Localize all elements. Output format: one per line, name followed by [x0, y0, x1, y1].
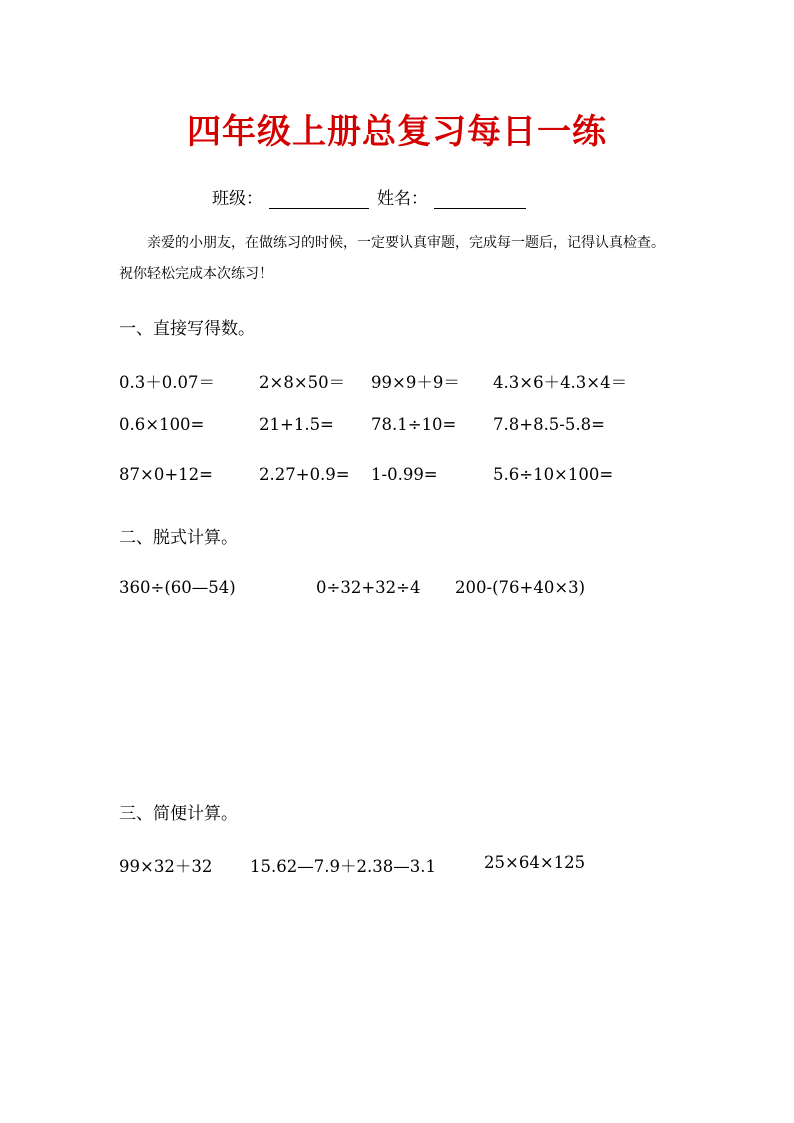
problem-item: 0.6×100=	[119, 415, 205, 434]
section-1-heading: 一、直接写得数。	[119, 319, 255, 339]
intro-line-1: 亲爱的小朋友，在做练习的时候，一定要认真审题，完成每一题后，记得认真检查。	[147, 235, 665, 251]
problem-item: 87×0+12=	[119, 465, 213, 484]
problem-item: 1-0.99=	[371, 465, 438, 484]
problem-item: 2×8×50＝	[259, 373, 346, 392]
problem-item: 0÷32+32÷4	[316, 578, 421, 597]
problem-item: 5.6÷10×100=	[493, 465, 614, 484]
intro-line-2: 祝你轻松完成本次练习！	[119, 266, 273, 282]
section-2-heading: 二、脱式计算。	[119, 528, 238, 548]
name-label: 姓名：	[377, 189, 428, 209]
name-blank	[434, 190, 526, 209]
problem-item: 21+1.5=	[259, 415, 334, 434]
problem-item: 2.27+0.9=	[259, 465, 350, 484]
problem-item: 200-(76+40×3)	[455, 578, 586, 597]
class-blank	[269, 190, 369, 209]
problem-item: 360÷(60—54)	[119, 578, 236, 597]
problem-item: 25×64×125	[484, 853, 586, 872]
problem-item: 7.8+8.5-5.8=	[493, 415, 605, 434]
student-info	[212, 184, 534, 209]
problem-item: 0.3＋0.07＝	[119, 373, 215, 392]
problem-item: 15.62—7.9＋2.38—3.1	[250, 857, 436, 876]
problem-item: 99×9＋9＝	[371, 373, 460, 392]
problem-item: 99×32＋32	[119, 857, 213, 876]
section-3-heading: 三、简便计算。	[119, 804, 238, 824]
problem-item: 4.3×6＋4.3×4＝	[493, 373, 628, 392]
page-title: 四年级上册总复习每日一练	[187, 112, 607, 152]
problem-item: 78.1÷10=	[371, 415, 457, 434]
class-label: 班级：	[212, 189, 263, 209]
